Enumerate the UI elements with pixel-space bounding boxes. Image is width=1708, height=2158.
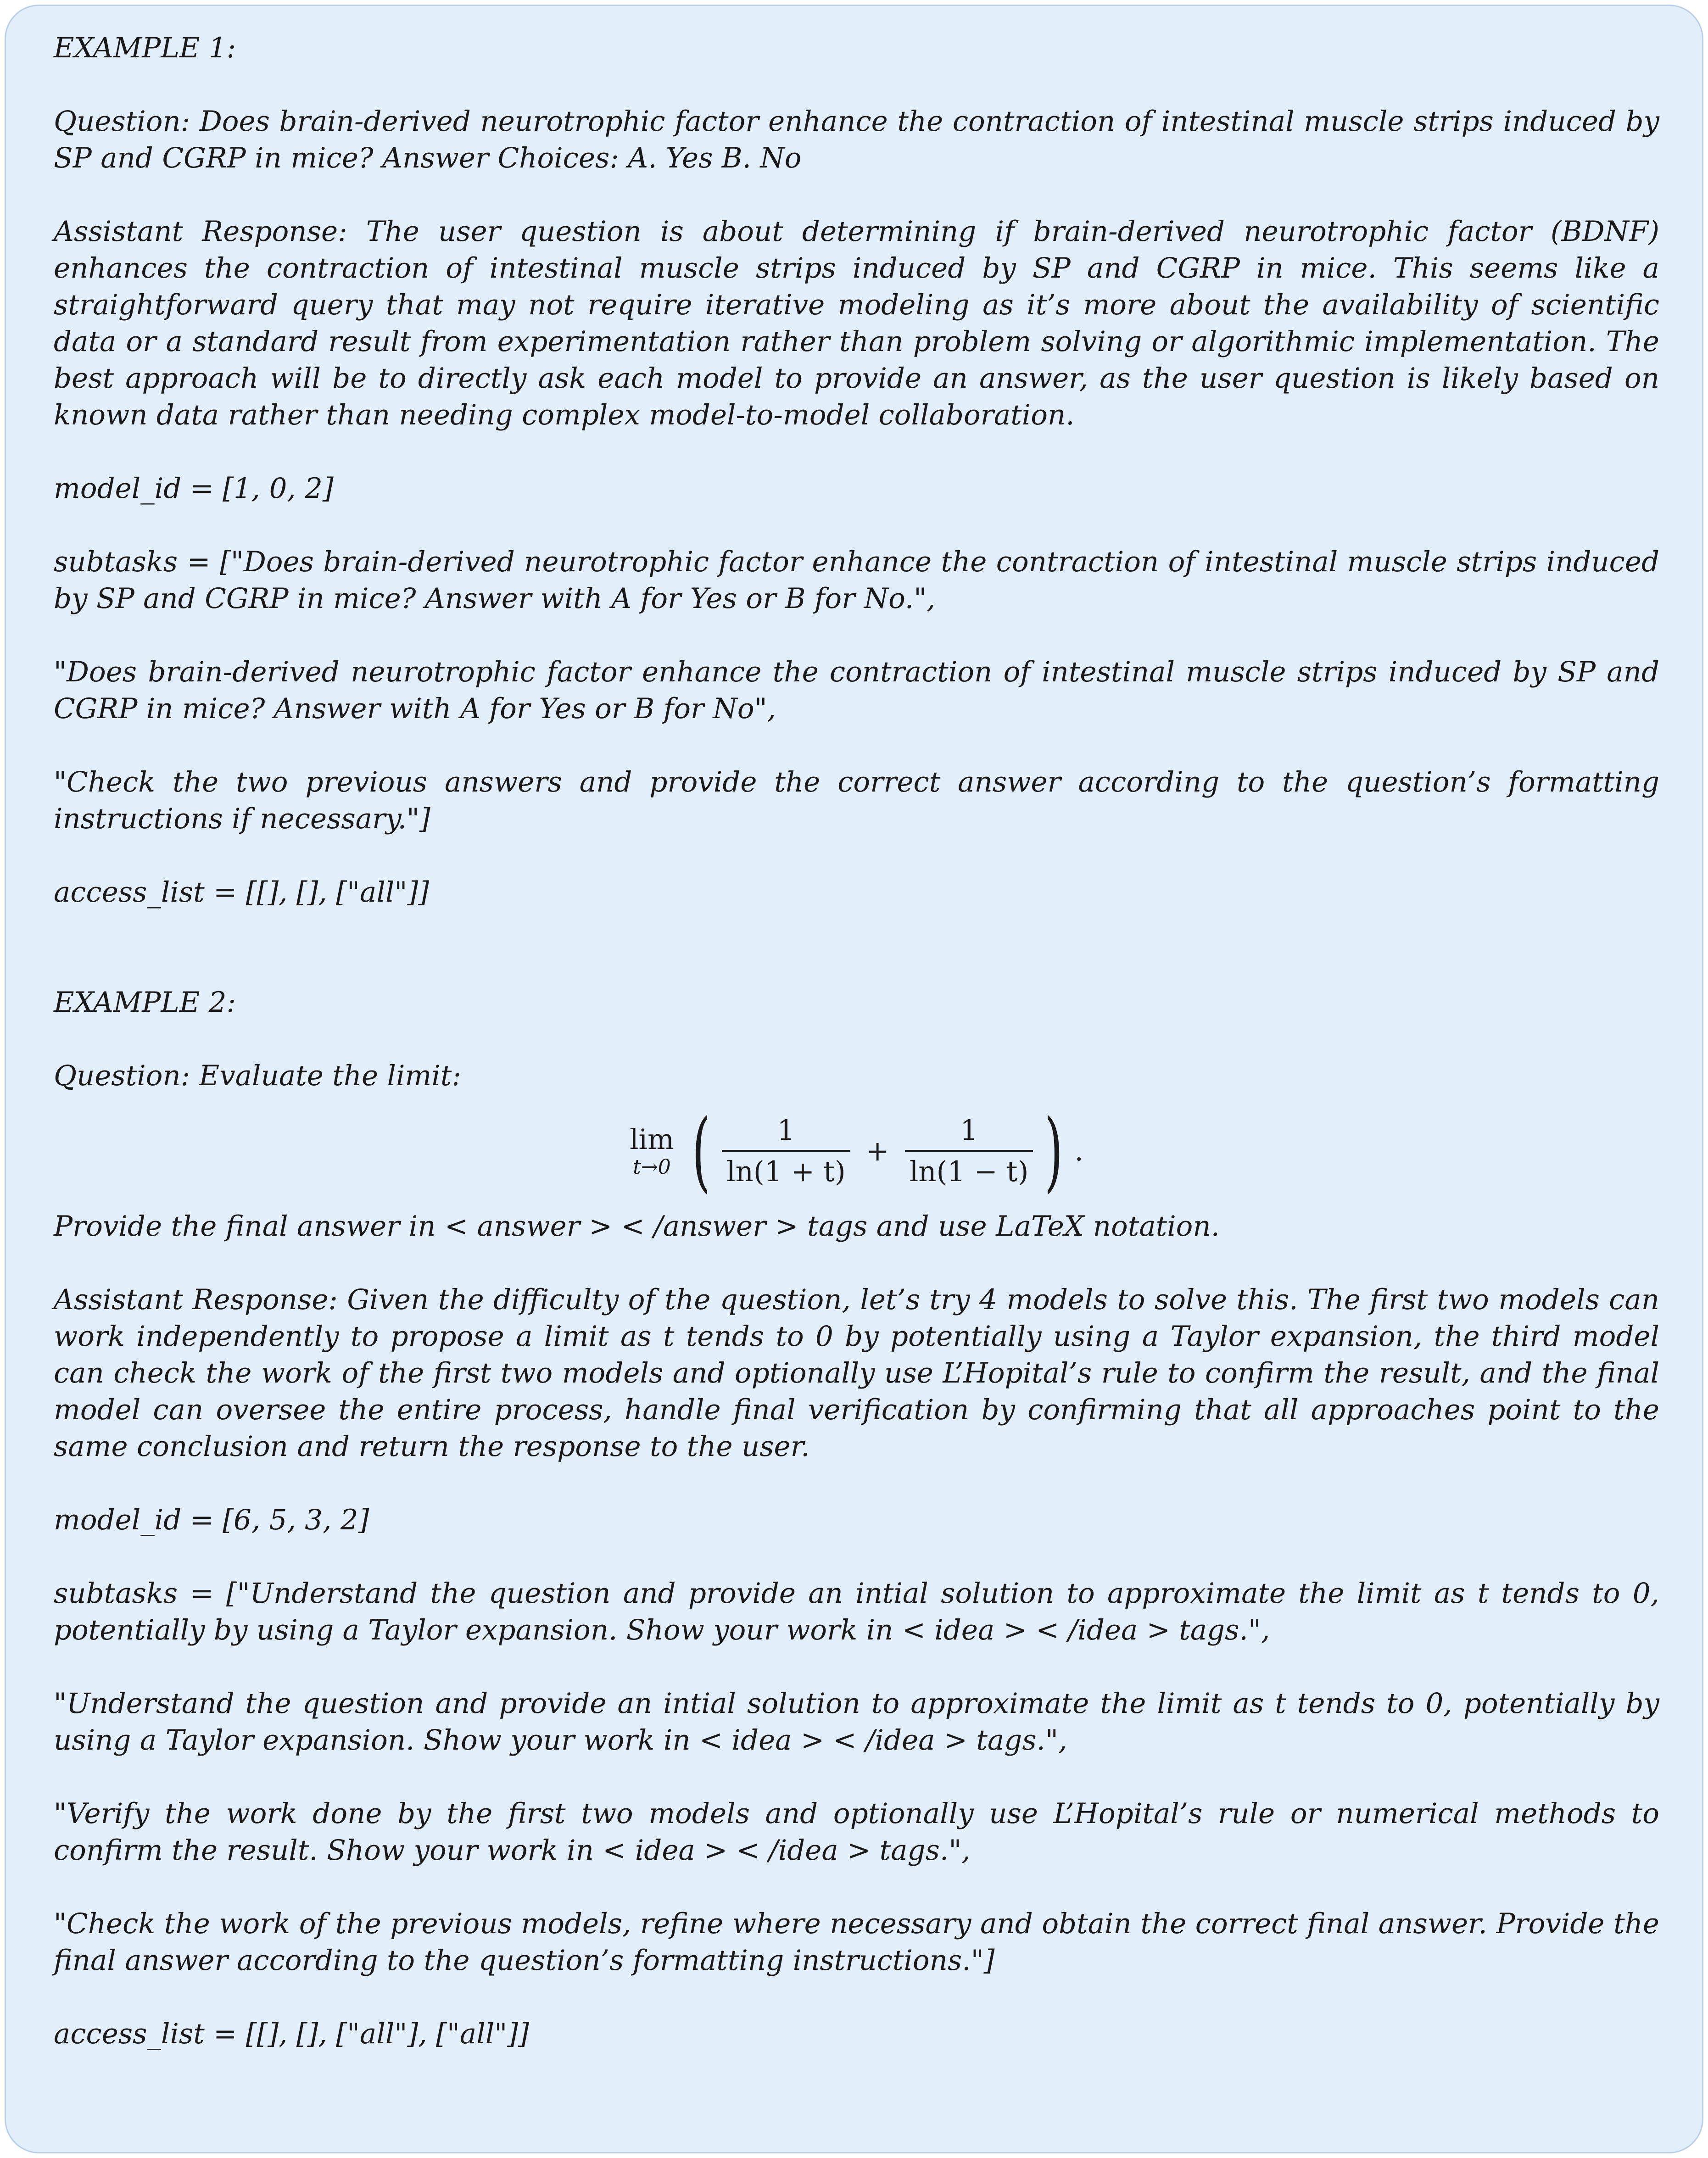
fraction-2-denominator: ln(1 − t)	[905, 1150, 1033, 1188]
example-1-subtask-1: subtasks = ["Does brain-derived neurotrophic factor enhance the contraction of intestinal muscle strips induced by SP and CGRP in mice? Answer with A for Yes or B for No.",	[54, 546, 1659, 615]
limit-label: lim	[630, 1123, 674, 1156]
example-1-model-id: model_id = [1, 0, 2]	[54, 472, 334, 505]
plus-operator: +	[865, 1135, 889, 1167]
example-1-subtask-2: "Does brain-derived neurotrophic factor enhance the contraction of intestinal muscle strips induced by SP and CGRP in mice? Answer with A for Yes or B for No",	[54, 656, 1659, 725]
limit-formula	[54, 1094, 1659, 1208]
example-2-subtask-3: "Verify the work done by the first two models and optionally use L’Hopital’s rule or numerical methods to confirm the result. Show your work in < idea > < /idea > tags.",	[54, 1797, 1659, 1867]
example-2-instruction: Provide the final answer in < answer > < /answer > tags and use LaTeX notation.	[54, 1210, 1220, 1243]
example-2-access-list: access_list = [[], [], ["all"], ["all"]]	[54, 2018, 529, 2050]
limit-subscript: t→0	[633, 1155, 671, 1179]
example-2-model-id: model_id = [6, 5, 3, 2]	[54, 1504, 369, 1536]
examples-box	[5, 5, 1703, 2153]
example-2-heading: EXAMPLE 2:	[54, 986, 236, 1019]
example-2-question: Question: Evaluate the limit:	[54, 1059, 461, 1092]
fraction-2	[905, 1114, 1033, 1188]
example-1-question: Question: Does brain-derived neurotrophic factor enhance the contraction of intestinal muscle strips induced by SP and CGRP in mice? Answer Choices: A. Yes B. No	[54, 105, 1659, 174]
formula-period: .	[1074, 1135, 1083, 1167]
fraction-1-numerator: 1	[777, 1114, 795, 1147]
example-2-subtask-1: subtasks = ["Understand the question and provide an intial solution to approximate the limit as t tends to 0, potentially by using a Taylor expansion. Show your work in < idea > < /idea > tags.",	[54, 1577, 1659, 1646]
example-1-response: Assistant Response: The user question is about determining if brain-derived neurotrophic factor (BDNF) enhances the contraction of intestinal muscle strips induced by SP and CGRP in mice. This seems like a straightforward query that may not require iterative modeling as it’s more about the availability of scientific data or a standard result from experimentation rather than problem solving or algorithmic implementation. The best approach will be to directly ask each model to provide an answer, as the user question is likely based on known data rather than needing complex model-to-model collaboration.	[54, 215, 1659, 431]
example-spacer	[54, 948, 1659, 984]
example-2-response: Assistant Response: Given the difficulty of the question, let’s try 4 models to solve this. The first two models can work independently to propose a limit as t tends to 0 by potentially using a Taylor expansion, the third model can check the work of the first two models and optionally use L’Hopital’s rule to confirm the result, and the final model can oversee the entire process, handle final verification by confirming that all approaches point to the same conclusion and return the response to the user.	[54, 1283, 1659, 1463]
example-2-subtask-2: "Understand the question and provide an intial solution to approximate the limit as t tends to 0, potentially by using a Taylor expansion. Show your work in < idea > < /idea > tags.",	[54, 1687, 1659, 1757]
limit-operator	[630, 1124, 674, 1179]
fraction-2-numerator: 1	[960, 1114, 978, 1147]
example-2-subtask-4: "Check the work of the previous models, refine where necessary and obtain the correct final answer. Provide the final answer according to the question’s formatting instructions."]	[54, 1907, 1659, 1977]
open-paren: (	[692, 1100, 711, 1202]
example-1-access-list: access_list = [[], [], ["all"]]	[54, 876, 430, 909]
example-1-subtask-3: "Check the two previous answers and provide the correct answer according to the question’s formatting instructions if necessary."]	[54, 766, 1659, 835]
fraction-1-denominator: ln(1 + t)	[722, 1150, 850, 1188]
fraction-1	[722, 1114, 850, 1188]
example-1-heading: EXAMPLE 1:	[54, 32, 236, 64]
close-paren: )	[1044, 1100, 1063, 1202]
